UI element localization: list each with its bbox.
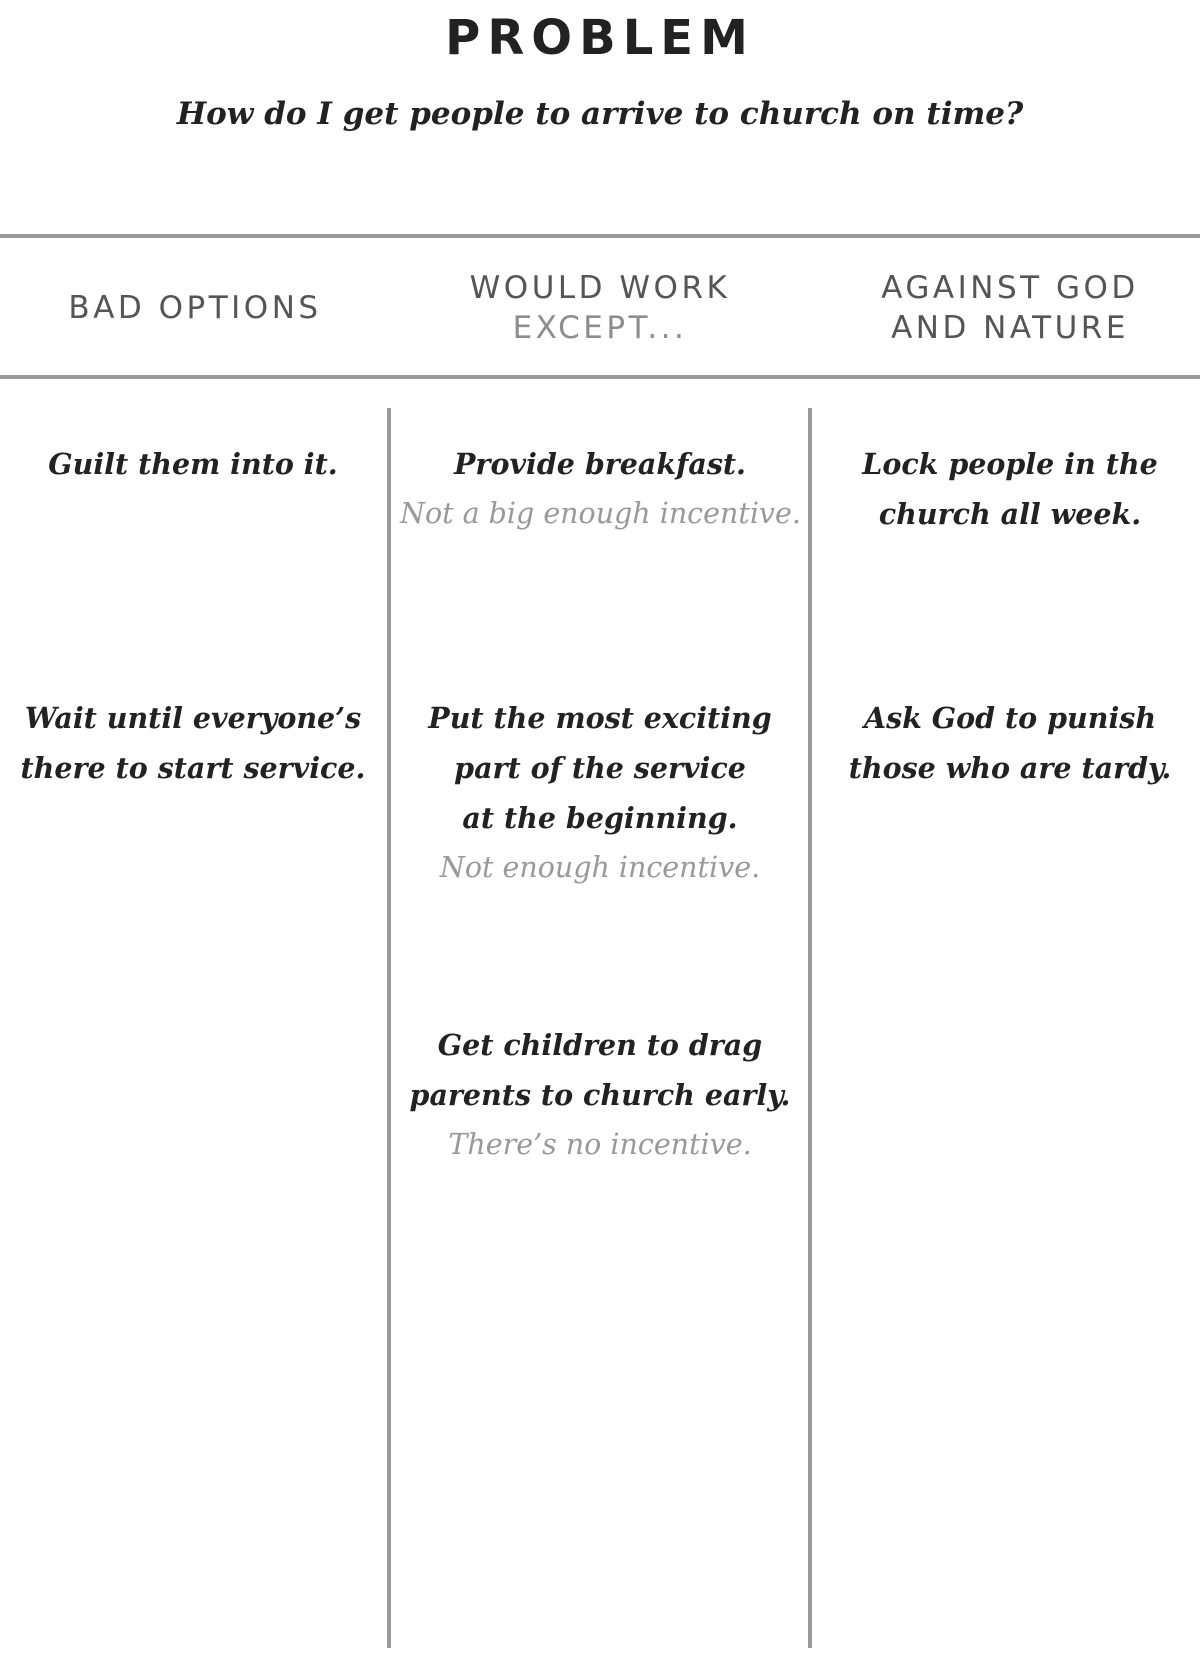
- page-title: PROBLEM: [445, 10, 755, 66]
- option-text: at the beginning.: [462, 801, 738, 835]
- option-caveat: There’s no incentive.: [448, 1128, 752, 1161]
- option-caveat: Not a big enough incentive.: [400, 497, 801, 530]
- would-work-item: [400, 439, 800, 539]
- against-nature-item: [810, 693, 1200, 793]
- header-top-rule: [0, 234, 1200, 238]
- would-work-item: [400, 1020, 800, 1170]
- problem-question: How do I get people to arrive to church on time?: [176, 96, 1024, 132]
- column-header-line: AND NATURE: [891, 310, 1129, 346]
- column-header-against-god-and-nature: [815, 258, 1200, 358]
- column-header-would-work-except: [405, 258, 795, 358]
- option-text: those who are tardy.: [848, 751, 1172, 785]
- option-text: Ask God to punish: [863, 701, 1157, 735]
- column-divider-1: [387, 408, 391, 1648]
- option-text: part of the service: [454, 751, 746, 785]
- against-nature-item: [810, 439, 1200, 539]
- option-text: Wait until everyone’s: [24, 701, 362, 735]
- column-header-bad-options: [0, 258, 390, 358]
- option-text: church all week.: [878, 497, 1142, 531]
- option-text: parents to church early.: [409, 1078, 791, 1112]
- header-bottom-rule: [0, 375, 1200, 379]
- bad-option-item: [0, 439, 393, 489]
- bad-option-item: [0, 693, 393, 793]
- option-text: Guilt them into it.: [48, 447, 338, 481]
- option-text: there to start service.: [20, 751, 366, 785]
- column-header-line: WOULD WORK: [469, 270, 731, 306]
- option-caveat: Not enough incentive.: [439, 851, 761, 884]
- column-header-line: AGAINST GOD: [881, 270, 1139, 306]
- column-header-line: BAD OPTIONS: [68, 290, 322, 326]
- would-work-item: [400, 693, 800, 893]
- option-text: Lock people in the: [862, 447, 1158, 481]
- option-text: Put the most exciting: [428, 701, 772, 735]
- option-text: Get children to drag: [437, 1028, 763, 1062]
- column-header-qualifier: EXCEPT...: [512, 310, 688, 346]
- option-text: Provide breakfast.: [454, 447, 746, 481]
- column-divider-2: [808, 408, 812, 1648]
